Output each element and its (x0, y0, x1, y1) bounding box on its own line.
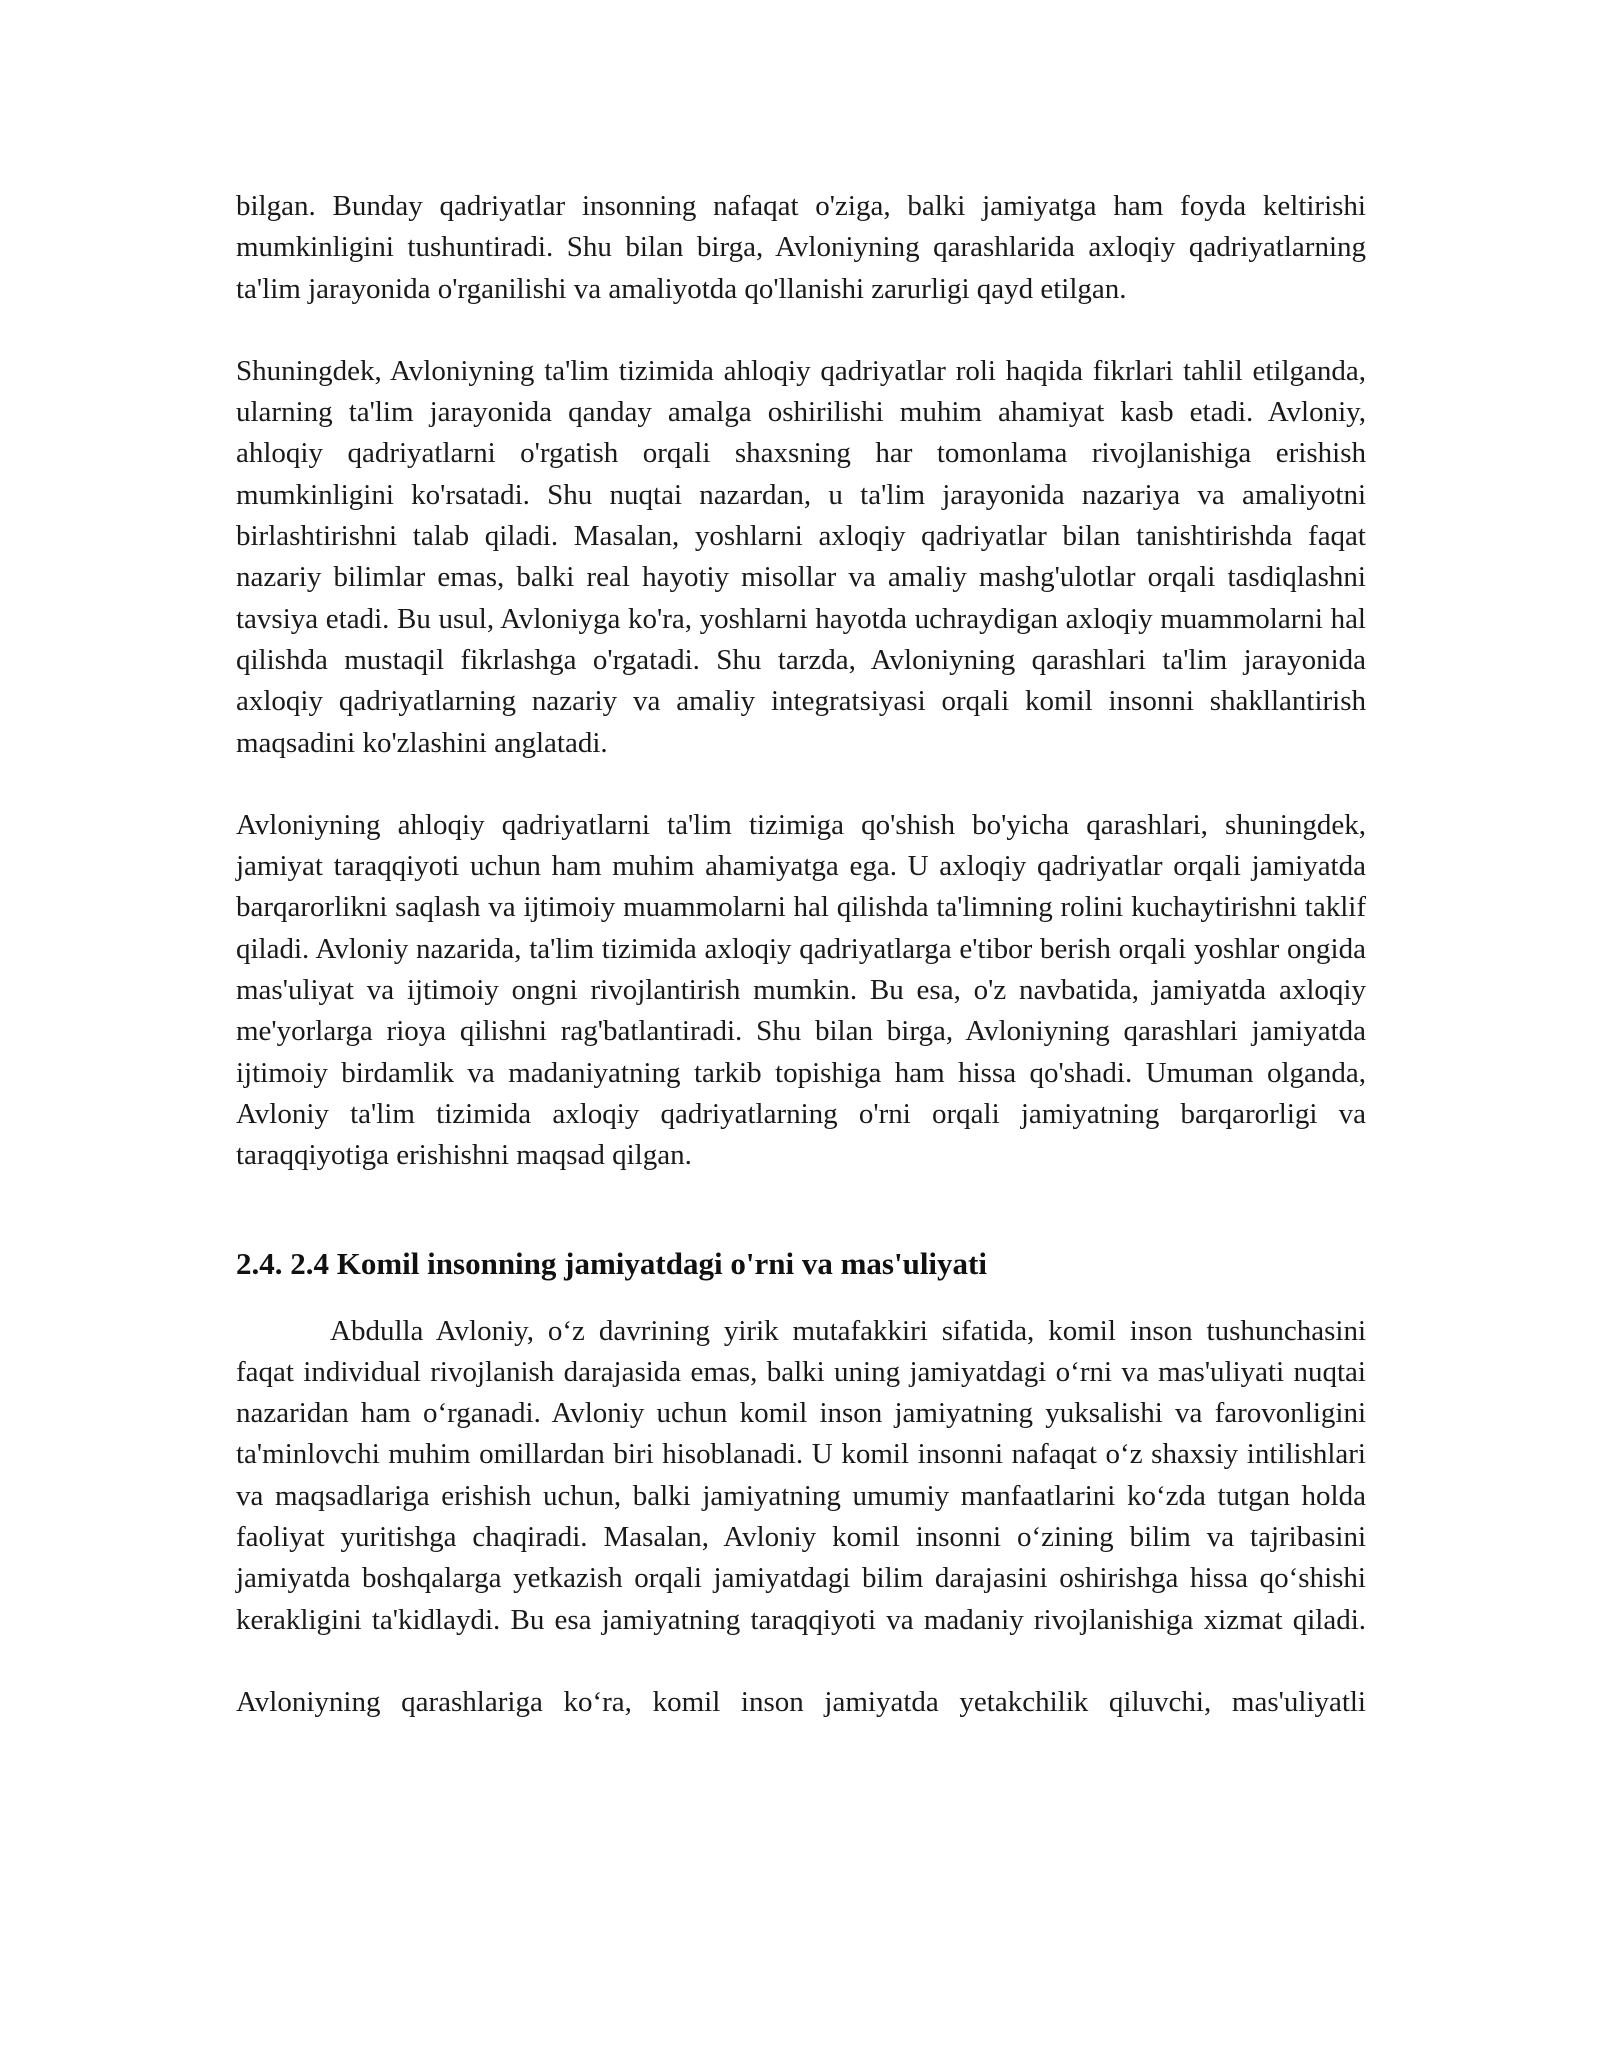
body-paragraph: Avloniyning ahloqiy qadriyatlarni ta'lim tizimiga qo'shish bo'yicha qarashlari, shuningdek, jamiyat taraqqiyoti uchun ham muhim ahamiyatga ega. U axloqiy qadriyatlar orqali jamiyatda barqarorlikni saqlash va ijtimoiy muammolarni hal qilishda ta'limning rolini kuchaytirishni taklif qiladi. Avloniy nazarida, ta'lim tizimida axloqiy qadriyatlarga e'tibor berish orqali yoshlar ongida mas'uliyat va ijtimoiy ongni rivojlantirish mumkin. Bu esa, o'z navbatida, jamiyatda axloqiy me'yorlarga rioya qilishni rag'batlantiradi. Shu bilan birga, Avloniyning qarashlari jamiyatda ijtimoiy birdamlik va madaniyatning tarkib topishiga ham hissa qo'shadi. Umuman olganda, Avloniy ta'lim tizimida axloqiy qadriyatlarning o'rni orqali jamiyatning barqarorligi va taraqqiyotiga erishishni maqsad qilgan. (236, 808, 1366, 1172)
body-paragraph: bilgan. Bunday qadriyatlar insonning nafaqat o'ziga, balki jamiyatga ham foyda keltirishi mumkinligini tushuntiradi. Shu bilan birga, Avloniyning qarashlarida axloqiy qadriyatlarning ta'lim jarayonida o'rganilishi va amaliyotda qo'llanishi zarurligi qayd etilgan. (236, 190, 1366, 305)
section-heading: 2.4. 2.4 Komil insonning jamiyatdagi o'rni va mas'uliyati (236, 1245, 987, 1281)
document-body (236, 186, 1366, 1723)
body-paragraph: Shuningdek, Avloniyning ta'lim tizimida ahloqiy qadriyatlar roli haqida fikrlari tahlil etilganda, ularning ta'lim jarayonida qanday amalga oshirilishi muhim ahamiyat kasb etadi. Avloniy, ahloqiy qadriyatlarni o'rgatish orqali shaxsning har tomonlama rivojlanishiga erishish mumkinligini ko'rsatadi. Shu nuqtai nazardan, u ta'lim jarayonida nazariya va amaliyotni birlashtirishni talab qiladi. Masalan, yoshlarni axloqiy qadriyatlar bilan tanishtirishda faqat nazariy bilimlar emas, balki real hayotiy misollar va amaliy mashg'ulotlar orqali tasdiqlashni tavsiya etadi. Bu usul, Avloniyga ko'ra, yoshlarni hayotda uchraydigan axloqiy muammolarni hal qilishda mustaqil fikrlashga o'rgatadi. Shu tarzda, Avloniyning qarashlari ta'lim jarayonida axloqiy qadriyatlarning nazariy va amaliy integratsiyasi orqali komil insonni shakllantirish maqsadini ko'zlashini anglatadi. (236, 354, 1366, 759)
section-paragraph: Abdulla Avloniy, oʻz davrining yirik mutafakkiri sifatida, komil inson tushunchasini faqat individual rivojlanish darajasida emas, balki uning jamiyatdagi oʻrni va mas'uliyati nuqtai nazaridan ham oʻrganadi. Avloniy uchun komil inson jamiyatning yuksalishi va farovonligini ta'minlovchi muhim omillardan biri hisoblanadi. U komil insonni nafaqat oʻz shaxsiy intilishlari va maqsadlariga erishish uchun, balki jamiyatning umumiy manfaatlarini koʻzda tutgan holda faoliyat yuritishga chaqiradi. Masalan, Avloniy komil insonni oʻzining bilim va tajribasini jamiyatda boshqalarga yetkazish orqali jamiyatdagi bilim darajasini oshirishga hissa qoʻshishi kerakligini ta'kidlaydi. Bu esa jamiyatning taraqqiyoti va madaniy rivojlanishiga xizmat qiladi. (236, 1314, 1366, 1636)
section-paragraph-continued: Avloniyning qarashlariga koʻra, komil inson jamiyatda yetakchilik qiluvchi, mas'uliyatli (236, 1685, 1366, 1718)
